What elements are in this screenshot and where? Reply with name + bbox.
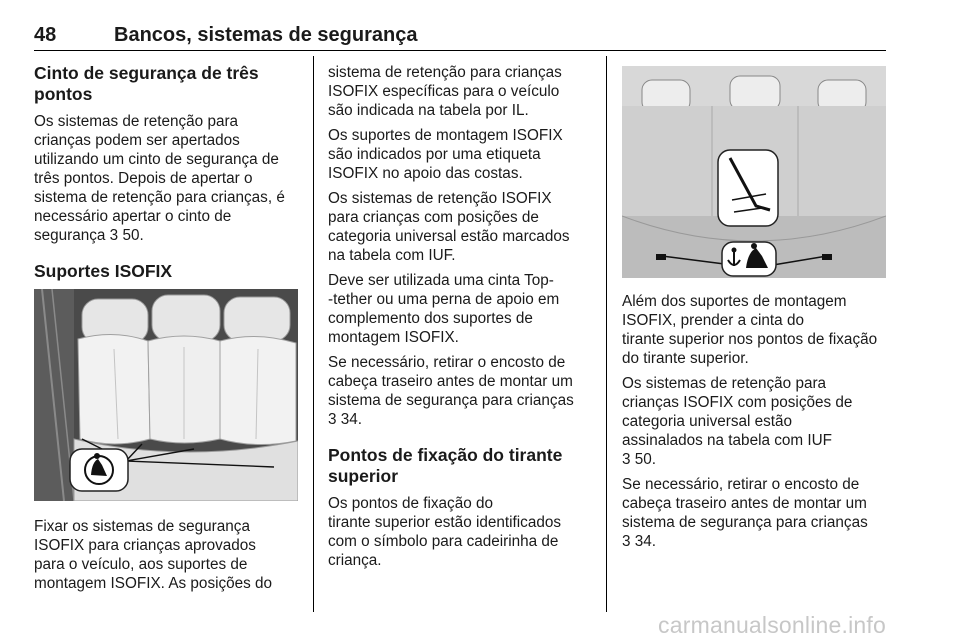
column-1 <box>34 63 302 599</box>
paragraph: Deve ser utilizada uma cinta Top- -tether ou uma perna de apoio em complemento dos suportes de montagem ISOFIX. <box>328 272 560 346</box>
column-divider <box>313 56 314 612</box>
column-divider <box>606 56 607 612</box>
paragraph: Se necessário, retirar o encosto de cabeça traseiro antes de montar um sistema de segurança para crianças 3 34. <box>622 476 868 550</box>
page-header <box>34 20 886 51</box>
paragraph: Os sistemas de retenção para crianças podem ser apertados utilizando um cinto de segurança de três pontos. Depois de apertar o sistema de retenção para crianças, é necessário apertar o cinto de segurança 3 50. <box>34 113 285 244</box>
page-number: 48 <box>34 24 57 46</box>
column-2 <box>328 63 596 576</box>
paragraph: Além dos suportes de montagem ISOFIX, prender a cinta do tirante superior nos pontos de fixação do tirante superior. <box>622 293 878 367</box>
section-heading: Suportes ISOFIX <box>34 261 173 281</box>
section-heading: Pontos de fixação do tirante superior <box>328 445 563 486</box>
rear-seat-isofix-figure <box>34 289 298 501</box>
trunk-top-tether-figure <box>622 66 886 278</box>
watermark: carmanualsonline.info <box>658 612 886 638</box>
paragraph: Se necessário, retirar o encosto de cabeça traseiro antes de montar um sistema de segurança para crianças 3 34. <box>328 354 574 428</box>
chapter-title: Bancos, sistemas de segurança <box>114 24 418 46</box>
section-heading: Cinto de segurança de três pontos <box>34 63 259 104</box>
column-3 <box>622 66 890 557</box>
paragraph: sistema de retenção para crianças ISOFIX específicas para o veículo são indicada na tabela por IL. <box>328 64 562 119</box>
paragraph: Os sistemas de retenção ISOFIX para crianças com posições de categoria universal estão marcados na tabela com IUF. <box>328 190 570 264</box>
paragraph: Fixar os sistemas de segurança ISOFIX para crianças aprovados para o veículo, aos suportes de montagem ISOFIX. As posições do <box>34 518 273 592</box>
paragraph: Os sistemas de retenção para crianças ISOFIX com posições de categoria universal estão assinalados na tabela com IUF 3 50. <box>622 375 853 468</box>
paragraph: Os suportes de montagem ISOFIX são indicados por uma etiqueta ISOFIX no apoio das costas. <box>328 127 563 182</box>
paragraph: Os pontos de fixação do tirante superior estão identificados com o símbolo para cadeirinha de criança. <box>328 495 561 569</box>
